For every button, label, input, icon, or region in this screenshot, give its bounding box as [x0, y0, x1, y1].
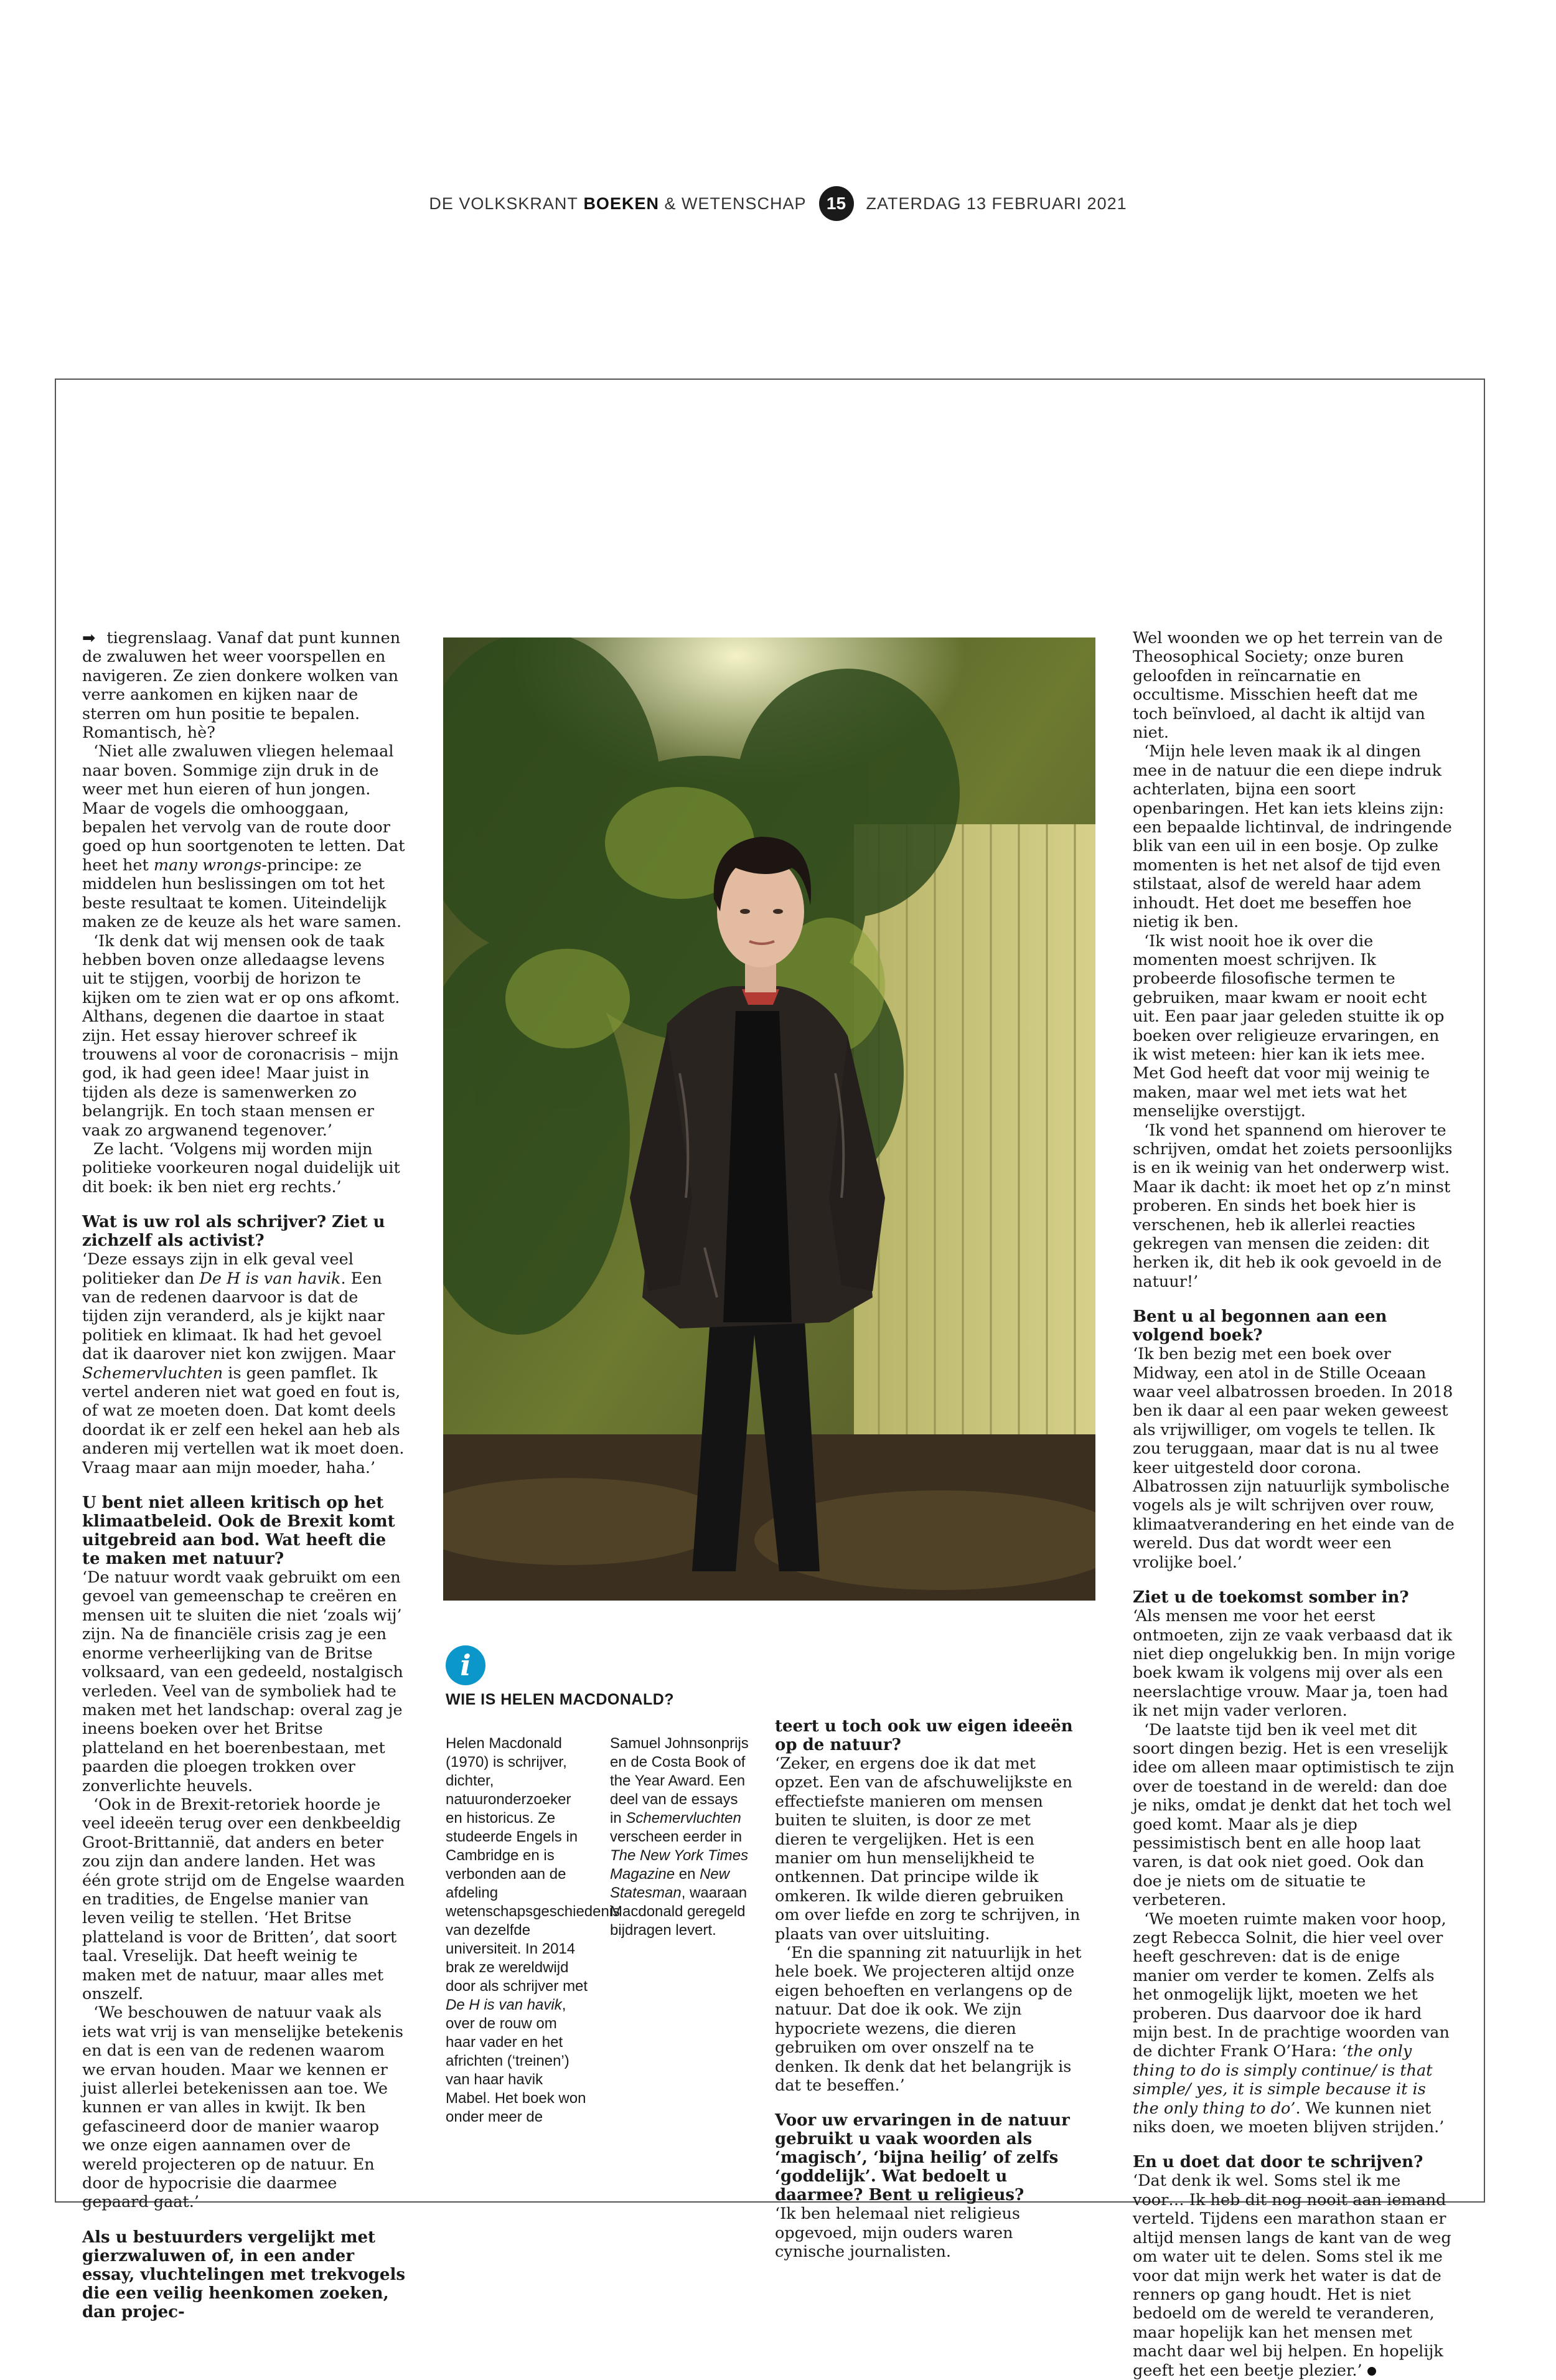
interview-question: En u doet dat door te schrijven?: [1133, 2153, 1423, 2172]
section-subname: & WETENSCHAP: [664, 194, 807, 213]
paragraph: ‘Ook in de Brexit-retoriek hoorde je veel ideeën terug over een denkbeeldig Groot-Brittannië, dat anders en beter zou zijn dan andere landen. Het was één grote strijd om de Engelse waarden en tradities, de Engelse manier van leven veilig te stellen. ‘Het Britse platteland is voor de Britten’, dat soort taal. Vreselijk. Dat heeft weinig te maken met de natuur, maar alles met onszelf.: [82, 1795, 405, 2003]
info-box-column-2: Samuel Johnsonprijs en de Costa Book of the Year Award. Een deel van de essays in Schemervluchten verscheen eerder in The New York Times Magazine en New Statesman, waaraan Macdonald geregeld bijdragen levert.: [610, 1735, 749, 1939]
end-of-article-dot-icon: [1367, 2367, 1376, 2376]
paragraph: ‘Ik denk dat wij mensen ook de taak hebben boven onze alledaagse levens uit te stijgen, voorbij de horizon te kijken om te zien wat er op ons afkomt. Althans, degenen die daartoe in staat zijn. Het essay hierover schreef ik trouwens al voor de coronacrisis – mijn god, ik had geen idee! Maar juist in tijden als deze is samenwerken zo belangrijk. En toch staan mensen er vaak zo argwanend tegenover.’: [82, 931, 400, 1140]
paragraph: ‘Deze essays zijn in elk geval veel politieker dan De H is van havik. Een van de redenen daarvoor is dat de tijden zijn veranderd, als je kijkt naar politiek en klimaat. Ik had het gevoel dat ik daarover niet kon zwijgen. Maar Schemervluchten is geen pamflet. Ik vertel anderen niet wat goed en fout is, of wat ze moeten doen. Dat komt deels doordat ik er zelf een hekel aan heb als anderen mij vertellen wat ik moet doen. Vraag maar aan mijn moeder, haha.’: [82, 1250, 405, 1477]
paragraph: ‘Dat denk ik wel. Soms stel ik me voor… Ik heb dit nog nooit aan iemand verteld. Tijdens een marathon staan er altijd mensen langs de kant van de weg om water uit te delen. Soms stel ik me voor dat mijn werk het water is dat de renners op gang houdt. Het is niet bedoeld om de wereld te veranderen, maar hopelijk kan het mensen met macht daar wel bij helpen. En hopelijk geeft het een beetje plezier.’: [1133, 2171, 1451, 2380]
portrait-photo: [443, 637, 1095, 1601]
info-box-column-1: Helen Macdonald (1970) is schrijver, dichter, natuuronderzoeker en historicus. Ze studeerde Engels in Cambridge en is verbonden aan de afdeling wetenschapsgeschiedenis van dezelfde universiteit. In 2014 brak ze wereldwijd door als schrijver met De H is van havik, over de rouw om haar vader en het africhten (‘treinen’) van haar havik Mabel. Het boek won onder meer de: [446, 1735, 621, 2125]
interview-question: Wat is uw rol als schrijver? Ziet u zichzelf als activist?: [82, 1213, 385, 1251]
issue-date: ZATERDAG 13 FEBRUARI 2021: [866, 194, 1127, 213]
interview-question: Bent u al begonnen aan een volgend boek?: [1133, 1307, 1387, 1345]
paragraph: ‘En die spanning zit natuurlijk in het hele boek. We projecteren altijd onze eigen behoeften en verlangens op de natuur. Dat doe ik ook. We zijn hypocriete wezens, die dieren gebruiken om over onszelf na te denken. Ik denk dat het belangrijk is dat te beseffen.’: [775, 1944, 1082, 2095]
page-number-badge: 15: [819, 186, 854, 221]
info-box-title: WIE IS HELEN MACDONALD?: [446, 1691, 675, 1708]
paragraph: Wel woonden we op het terrein van de Theosophical Society; onze buren geloofden in reïncarnatie en occultisme. Misschien heeft dat me toch beïnvloed, al dacht ik altijd van niet.: [1133, 629, 1443, 743]
interview-question: Ziet u de toekomst somber in?: [1133, 1588, 1409, 1607]
article-column-4: [1133, 629, 1456, 2380]
publication-name: DE VOLKSKRANT: [429, 194, 578, 213]
paragraph: ‘Ik ben bezig met een boek over Midway, een atol in de Stille Oceaan waar veel albatrossen broeden. In 2018 ben ik daar al een paar weken geweest als vrijwilliger, om vogels te tellen. Ik zou teruggaan, maar dat is nu al twee keer uitgesteld door corona. Albatrossen zijn natuurlijk symbolische vogels als je wilt schrijven over rouw, klimaatverandering en het einde van de wereld. Dus dat wordt weer een vrolijke boel.’: [1133, 1345, 1455, 1572]
paragraph: ‘Ik vond het spannend om hierover te schrijven, omdat het zoiets persoonlijks is en ik weinig van het onderwerp wist. Maar ik dacht: ik moet het op z’n minst proberen. En sinds het boek hier is verschenen, heb ik allerlei reacties gekregen van mensen die zeiden: dit herken ik, dit heb ik ook gevoeld in de natuur!’: [1133, 1121, 1453, 1291]
continue-arrow-icon: ➡: [82, 629, 96, 647]
paragraph: ‘Mijn hele leven maak ik al dingen mee in de natuur die een diepe indruk achterlaten, bijna een soort openbaringen. Het kan iets kleins zijn: een bepaalde lichtinval, de indringende blik van een uil in een bosje. Op zulke momenten is het net alsof de tijd even stilstaat, alsof de wereld haar adem inhoudt. Het doet me beseffen hoe nietig ik ben.: [1133, 742, 1452, 932]
masthead: [0, 182, 1556, 225]
paragraph: ‘De natuur wordt vaak gebruikt om een gevoel van gemeenschap te creëren en mensen uit te sluiten die niet ‘zoals wij’ zijn. Na de financiële crisis zag je een enorme verheerlijking van de Britse volksaard, van een gedeeld, nostalgisch verleden. Veel van de symboliek had te maken met het landschap: overal zag je ineens boeken over het Britse platteland en het boerenbestaan, met paarden die ploegen trokken over zonverlichte heuvels.: [82, 1568, 403, 1795]
paragraph: ‘Ik ben helemaal niet religieus opgevoed, mijn ouders waren cynische journalisten.: [775, 2204, 1020, 2262]
interview-question: U bent niet alleen kritisch op het klimaatbeleid. Ook de Brexit komt uitgebreid aan bod. Wat heeft die te maken met natuur?: [82, 1493, 395, 1569]
paragraph: ➡ tiegrenslaag. Vanaf dat punt kunnen de zwaluwen het weer voorspellen en navigeren. Ze zien donkere wolken van verre aankomen en kijken naar de sterren om hun positie te bepalen. Romantisch, hè?: [82, 629, 401, 743]
paragraph: ‘De laatste tijd ben ik veel met dit soort dingen bezig. Het is een vreselijk idee om alleen maar optimistisch te zijn over de toestand in de wereld: dan doe je niks, omdat je denkt dat het toch wel goed komt. Maar als je diep pessimistisch bent en alle hoop laat varen, is dat ook niet goed. Ook dan doe je niets om de situatie te verbeteren.: [1133, 1720, 1455, 1910]
paragraph: ‘Zeker, en ergens doe ik dat met opzet. Een van de afschuwelijkste en effectiefste manieren om mensen buiten te sluiten, is door ze met dieren te vergelijken. Het is een manier om hun menselijkheid te ontkennen. Dat principe wilde ik omkeren. Ik wilde dieren gebruiken om over liefde en zorg te schrijven, in plaats van over uitsluiting.: [775, 1754, 1080, 1944]
article-column-1: [82, 629, 406, 2321]
interview-question: Voor uw ervaringen in de natuur gebruikt u vaak woorden als ‘magisch’, ‘bijna heilig’ of zelfs ‘goddelijk’. Wat bedoelt u daarmee? Bent u religieus?: [775, 2111, 1070, 2205]
paragraph: ‘Ik wist nooit hoe ik over die momenten moest schrijven. Ik probeerde filosofische termen te gebruiken, maar kwam er nooit echt uit. Een paar jaar geleden stuitte ik op boeken over religieuze ervaringen, en ik wist meteen: hier kan ik iets mee. Met God heeft dat voor mij weinig te maken, maar wel met iets wat het menselijke overstijgt.: [1133, 931, 1445, 1121]
paragraph: ‘We moeten ruimte maken voor hoop, zegt Rebecca Solnit, die hier veel over heeft geschreven: dat is de enige manier om verder te komen. Zelfs als het onmogelijk lijkt, moeten we het proberen. Dus daarvoor doe ik hard mijn best. In de prachtige woorden van de dichter Frank O’Hara: ‘the only thing to do is simply continue/ is that simple/ yes, it is simple because it is the only thing to do’. We kunnen niet niks doen, we moeten blijven strijden.’: [1133, 1909, 1450, 2137]
article-column-3: [775, 1717, 1086, 2262]
paragraph: Ze lacht. ‘Volgens mij worden mijn politieke voorkeuren nogal duidelijk uit dit boek: ik ben niet erg rechts.’: [82, 1139, 400, 1197]
interview-question: teert u toch ook uw eigen ideeën op de natuur?: [775, 1717, 1073, 1754]
paragraph: ‘Niet alle zwaluwen vliegen helemaal naar boven. Sommige zijn druk in de weer met hun eieren of hun jongen. Maar de vogels die omhooggaan, bepalen het vervolg van de route door goed op hun soortgenoten te letten. Dat heet het many wrongs-principe: ze middelen hun beslissingen om tot het beste resultaat te komen. Uiteindelijk maken ze de keuze als het ware samen.: [82, 742, 405, 932]
section-name: BOEKEN: [583, 194, 659, 213]
interview-question: Als u bestuurders vergelijkt met gierzwaluwen of, in een ander essay, vluchtelingen met trekvogels die een veilig heenkomen zoeken, dan projec-: [82, 2227, 405, 2321]
paragraph: ‘We beschouwen de natuur vaak als iets wat vrij is van menselijke betekenis en dat is een van de redenen waarom we ervan houden. Maar we kennen er juist allerlei betekenissen aan toe. We kunnen er van alles in kwijt. Ik ben gefascineerd door de manier waarop we onze eigen aannamen over de wereld projecteren op de natuur. En door de hypocrisie die daarmee gepaard gaat.’: [82, 2003, 404, 2212]
paragraph: ‘Als mensen me voor het eerst ontmoeten, zijn ze vaak verbaasd dat ik niet diep ongelukkig ben. In mijn vorige boek kwam ik volgens mij over als een neerslachtige vrouw. Maar ja, toen had ik net mijn vader verloren.: [1133, 1607, 1456, 1721]
info-icon: i: [446, 1645, 485, 1685]
